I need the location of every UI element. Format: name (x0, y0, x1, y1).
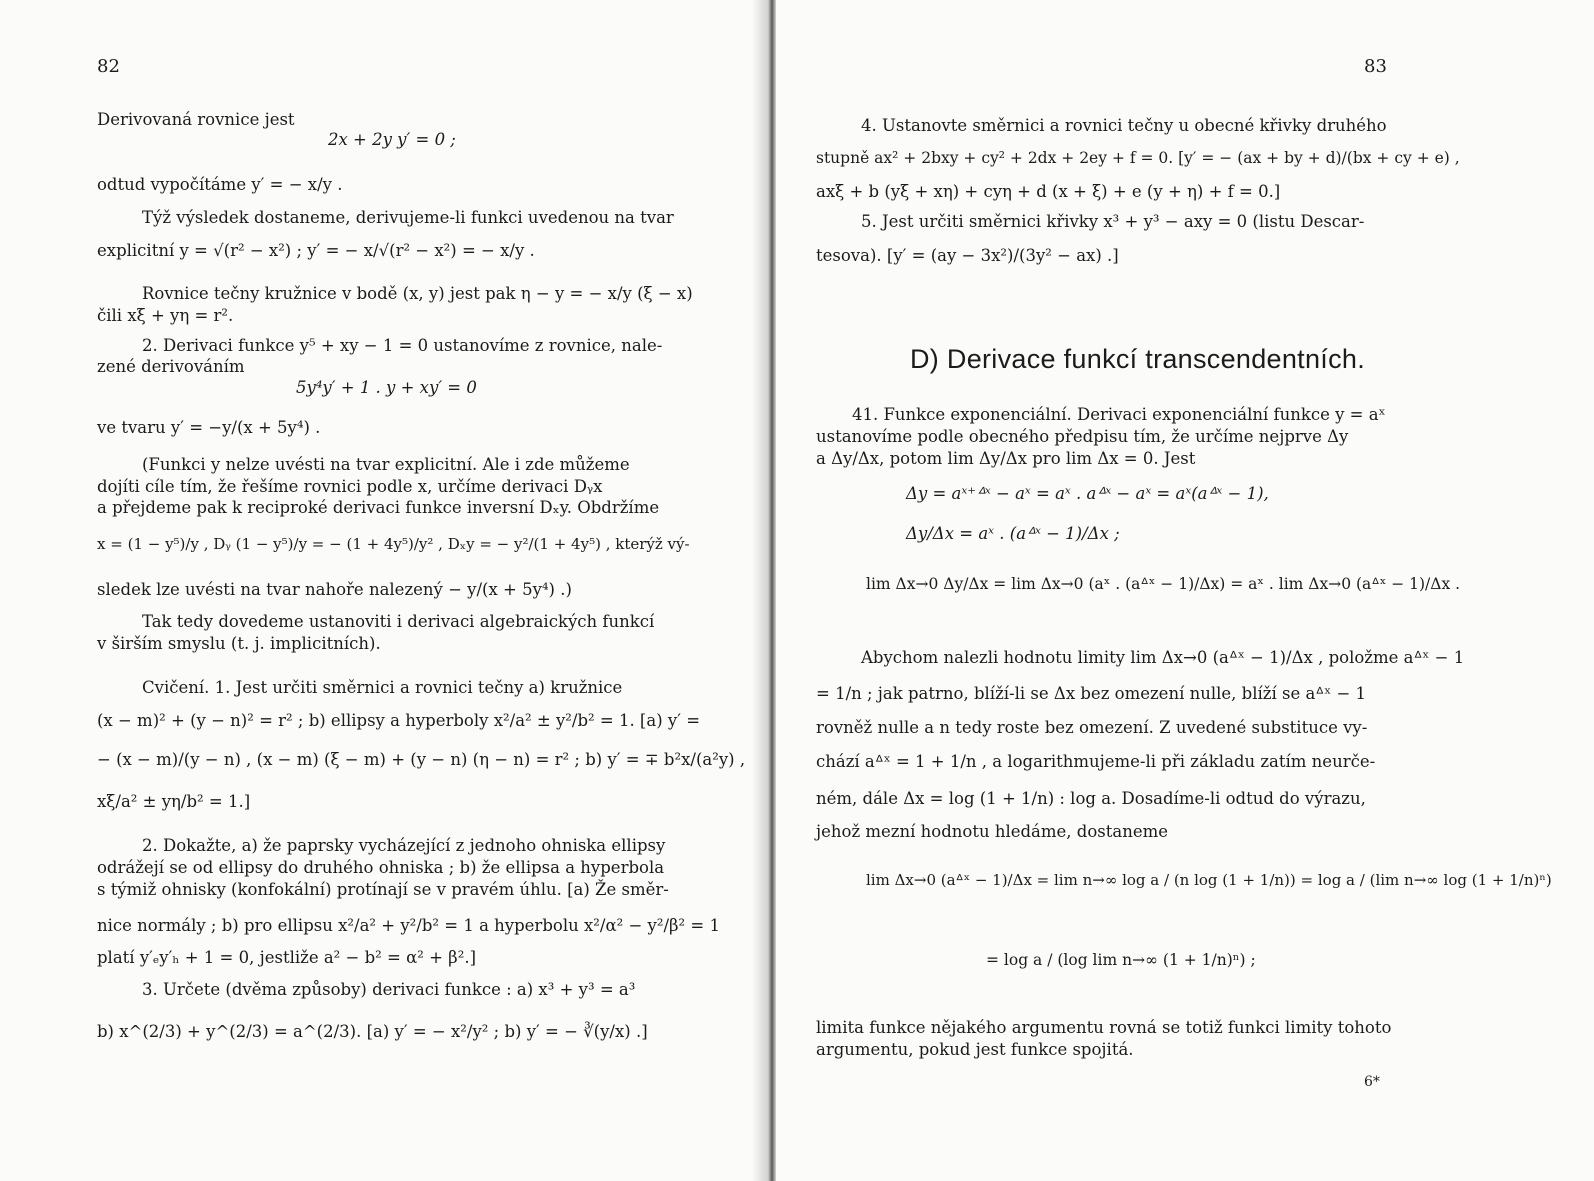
text-line: odtud vypočítáme y′ = − x/y . (97, 175, 343, 194)
equation-line: lim Δx→0 (aᐞˣ − 1)/Δx = lim n→∞ log a / (n log (1 + 1/n)) = log a / (lim n→∞ log (1 + 1/n)ⁿ) (866, 871, 1552, 889)
equation: Δy = aˣ⁺ᐞˣ − aˣ = aˣ . aᐞˣ − aˣ = aˣ(aᐞˣ − 1), (906, 484, 1269, 503)
text-line: čili xξ + yη = r². (97, 306, 234, 325)
text-line: s týmiž ohnisky (konfokální) protínají se v pravém úhlu. [a) Že směr- (97, 880, 669, 899)
text-line: rovněž nulle a n tedy roste bez omezení. Z uvedené substituce vy- (816, 718, 1368, 737)
text-line: (Funkci y nelze uvésti na tvar explicitní. Ale i zde můžeme (142, 455, 630, 474)
equation-line: stupně ax² + 2bxy + cy² + 2dx + 2ey + f = 0. [y′ = − (ax + by + d)/(bx + cy + e) , (816, 149, 1460, 167)
text-line: 5. Jest určiti směrnici křivky x³ + y³ − axy = 0 (listu Descar- (861, 212, 1365, 231)
equation-line: b) x^(2/3) + y^(2/3) = a^(2/3). [a) y′ = − x²/y² ; b) y′ = − ∛(y/x) .] (97, 1022, 648, 1041)
equation-line: − (x − m)/(y − n) , (x − m) (ξ − m) + (y − n) (η − n) = r² ; b) y′ = ∓ b²x/(a²y) , (97, 750, 746, 769)
equation: 5y⁴y′ + 1 . y + xy′ = 0 (296, 378, 477, 397)
text-line: platí y′ₑy′ₕ + 1 = 0, jestliže a² − b² = α² + β².] (97, 948, 477, 967)
text-line: 4. Ustanovte směrnici a rovnici tečny u obecné křivky druhého (861, 116, 1387, 135)
text-line: Abychom nalezli hodnotu limity lim Δx→0 (aᐞˣ − 1)/Δx , položme aᐞˣ − 1 (861, 648, 1465, 667)
text-line: zené derivováním (97, 357, 245, 376)
text-line: Rovnice tečny kružnice v bodě (x, y) jest pak η − y = − x/y (ξ − x) (142, 284, 693, 303)
text-line: sledek lze uvésti na tvar nahoře nalezený − y/(x + 5y⁴) .) (97, 580, 572, 599)
equation: 2x + 2y y′ = 0 ; (328, 130, 456, 149)
text-line: a Δy/Δx, potom lim Δy/Δx pro lim Δx = 0. Jest (816, 449, 1196, 468)
equation-line: axξ + b (yξ + xη) + cyη + d (x + ξ) + e (y + η) + f = 0.] (816, 182, 1281, 201)
text-line: argumentu, pokud jest funkce spojitá. (816, 1040, 1134, 1059)
text-line: odrážejí se od ellipsy do druhého ohniska ; b) že ellipsa a hyperbola (97, 858, 665, 877)
equation-line: = log a / (log lim n→∞ (1 + 1/n)ⁿ) ; (986, 951, 1256, 969)
text-line: 3. Určete (dvěma způsoby) derivaci funkce : a) x³ + y³ = a³ (142, 980, 636, 999)
text-line: 2. Dokažte, a) že paprsky vycházející z jednoho ohniska ellipsy (142, 836, 666, 855)
exercise-heading: Cvičení. 1. Jest určiti směrnici a rovnici tečny a) kružnice (142, 678, 623, 697)
left-page (0, 0, 768, 1181)
equation-line: explicitní y = √(r² − x²) ; y′ = − x/√(r² − x²) = − x/y . (97, 241, 535, 260)
text-line: 2. Derivaci funkce y⁵ + xy − 1 = 0 ustanovíme z rovnice, nale- (142, 336, 663, 355)
page-number: 83 (1364, 56, 1387, 77)
section-text: 41. Funkce exponenciální. Derivaci exponenciální funkce y = aˣ (852, 405, 1386, 424)
text-line: a přejdeme pak k reciproké derivaci funkce inversní Dₓy. Obdržíme (97, 498, 660, 517)
section-heading: D) Derivace funkcí transcendentních. (910, 344, 1366, 374)
page-number: 82 (97, 56, 120, 77)
text-line: ném, dále Δx = log (1 + 1/n) : log a. Dosadíme-li odtud do výrazu, (816, 789, 1366, 808)
text-line: Týž výsledek dostaneme, derivujeme-li funkci uvedenou na tvar (142, 208, 674, 227)
text-line: jehož mezní hodnotu hledáme, dostaneme (816, 822, 1169, 841)
signature-mark: 6* (1364, 1074, 1380, 1090)
equation: Δy/Δx = aˣ . (aᐞˣ − 1)/Δx ; (906, 524, 1120, 543)
text-line: ustanovíme podle obecného předpisu tím, že určíme nejprve Δy (816, 427, 1349, 446)
text-line: nice normály ; b) pro ellipsu x²/a² + y²/b² = 1 a hyperbolu x²/α² − y²/β² = 1 (97, 916, 720, 935)
text-line: tesova). [y′ = (ay − 3x²)/(3y² − ax) .] (816, 246, 1119, 265)
equation-line: lim Δx→0 Δy/Δx = lim Δx→0 (aˣ . (aᐞˣ − 1)/Δx) = aˣ . lim Δx→0 (aᐞˣ − 1)/Δx . (866, 575, 1461, 593)
text-line: (x − m)² + (y − n)² = r² ; b) ellipsy a hyperboly x²/a² ± y²/b² = 1. [a) y′ = (97, 711, 701, 730)
text-line: Derivovaná rovnice jest (97, 110, 295, 129)
text-line: v širším smyslu (t. j. implicitních). (97, 634, 381, 653)
text-line: dojíti cíle tím, že řešíme rovnici podle x, určíme derivaci Dᵧx (97, 477, 603, 496)
equation-line: x = (1 − y⁵)/y , Dᵧ (1 − y⁵)/y = − (1 + 4y⁵)/y² , Dₓy = − y²/(1 + 4y⁵) , kterýž vý- (97, 535, 690, 553)
right-page (776, 0, 1594, 1181)
equation-line: ve tvaru y′ = −y/(x + 5y⁴) . (97, 418, 321, 437)
text-line: Tak tedy dovedeme ustanoviti i derivaci algebraických funkcí (142, 612, 655, 631)
text-line: chází aᐞˣ = 1 + 1/n , a logarithmujeme-li při základu zatím neurče- (816, 752, 1376, 771)
equation-line: xξ/a² ± yη/b² = 1.] (97, 792, 251, 811)
text-line: limita funkce nějakého argumentu rovná se totiž funkci limity tohoto (816, 1018, 1392, 1037)
text-line: = 1/n ; jak patrno, blíží-li se Δx bez omezení nulle, blíží se aᐞˣ − 1 (816, 684, 1367, 703)
